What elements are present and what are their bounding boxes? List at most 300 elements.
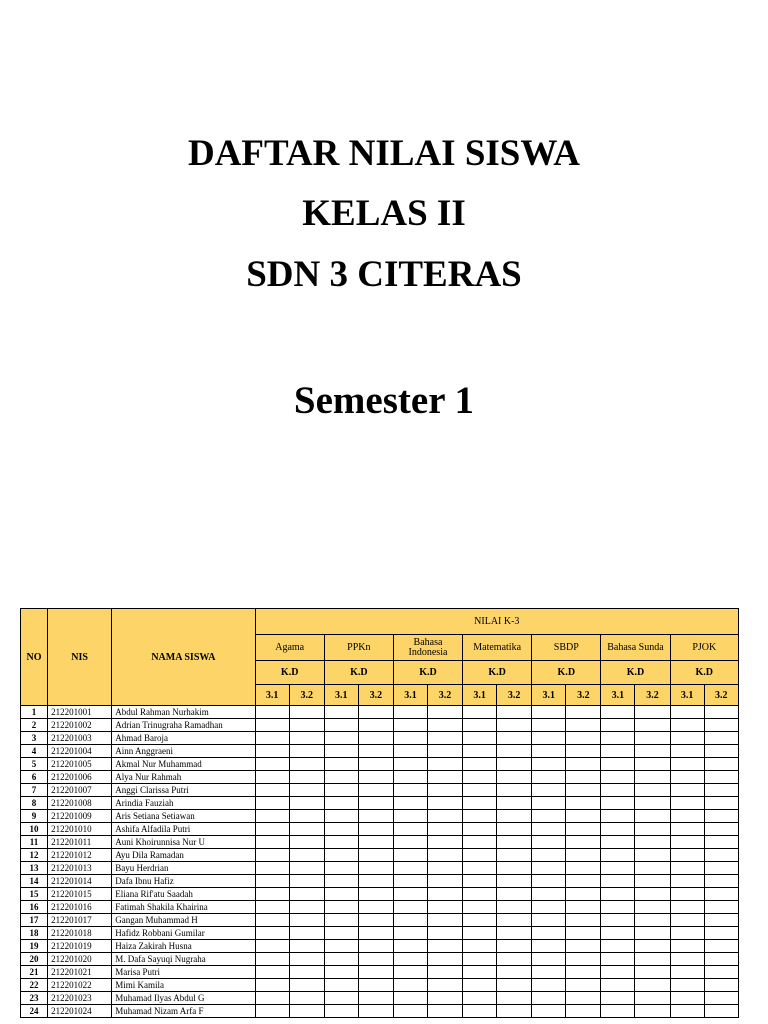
grade-cell[interactable] bbox=[566, 888, 601, 901]
grade-cell[interactable] bbox=[393, 862, 427, 875]
grade-cell[interactable] bbox=[704, 862, 738, 875]
grade-cell[interactable] bbox=[289, 836, 324, 849]
grade-cell[interactable] bbox=[463, 784, 497, 797]
grade-cell[interactable] bbox=[463, 875, 497, 888]
grade-cell[interactable] bbox=[566, 784, 601, 797]
grade-cell[interactable] bbox=[635, 966, 670, 979]
grade-cell[interactable] bbox=[566, 758, 601, 771]
grade-cell[interactable] bbox=[393, 784, 427, 797]
grade-cell[interactable] bbox=[497, 901, 532, 914]
grade-cell[interactable] bbox=[635, 927, 670, 940]
grade-cell[interactable] bbox=[601, 771, 635, 784]
grade-cell[interactable] bbox=[635, 992, 670, 1005]
grade-cell[interactable] bbox=[463, 888, 497, 901]
grade-cell[interactable] bbox=[497, 758, 532, 771]
grade-cell[interactable] bbox=[704, 927, 738, 940]
grade-cell[interactable] bbox=[358, 745, 393, 758]
grade-cell[interactable] bbox=[358, 797, 393, 810]
grade-cell[interactable] bbox=[427, 836, 462, 849]
grade-cell[interactable] bbox=[704, 797, 738, 810]
grade-cell[interactable] bbox=[324, 836, 358, 849]
grade-cell[interactable] bbox=[324, 745, 358, 758]
grade-cell[interactable] bbox=[497, 927, 532, 940]
grade-cell[interactable] bbox=[704, 966, 738, 979]
grade-cell[interactable] bbox=[670, 953, 704, 966]
grade-cell[interactable] bbox=[393, 992, 427, 1005]
grade-cell[interactable] bbox=[704, 992, 738, 1005]
grade-cell[interactable] bbox=[255, 810, 289, 823]
grade-cell[interactable] bbox=[497, 966, 532, 979]
grade-cell[interactable] bbox=[532, 1005, 566, 1018]
grade-cell[interactable] bbox=[393, 875, 427, 888]
grade-cell[interactable] bbox=[704, 823, 738, 836]
grade-cell[interactable] bbox=[358, 771, 393, 784]
grade-cell[interactable] bbox=[289, 940, 324, 953]
grade-cell[interactable] bbox=[670, 836, 704, 849]
grade-cell[interactable] bbox=[497, 810, 532, 823]
grade-cell[interactable] bbox=[635, 875, 670, 888]
grade-cell[interactable] bbox=[427, 758, 462, 771]
grade-cell[interactable] bbox=[358, 914, 393, 927]
grade-cell[interactable] bbox=[635, 706, 670, 719]
grade-cell[interactable] bbox=[289, 745, 324, 758]
grade-cell[interactable] bbox=[497, 797, 532, 810]
grade-cell[interactable] bbox=[635, 784, 670, 797]
grade-cell[interactable] bbox=[497, 940, 532, 953]
grade-cell[interactable] bbox=[289, 914, 324, 927]
grade-cell[interactable] bbox=[670, 914, 704, 927]
grade-cell[interactable] bbox=[532, 849, 566, 862]
grade-cell[interactable] bbox=[289, 1005, 324, 1018]
grade-cell[interactable] bbox=[358, 953, 393, 966]
grade-cell[interactable] bbox=[635, 953, 670, 966]
grade-cell[interactable] bbox=[289, 875, 324, 888]
grade-cell[interactable] bbox=[497, 706, 532, 719]
grade-cell[interactable] bbox=[324, 927, 358, 940]
grade-cell[interactable] bbox=[463, 771, 497, 784]
grade-cell[interactable] bbox=[497, 914, 532, 927]
grade-cell[interactable] bbox=[463, 797, 497, 810]
grade-cell[interactable] bbox=[670, 979, 704, 992]
grade-cell[interactable] bbox=[704, 875, 738, 888]
grade-cell[interactable] bbox=[358, 940, 393, 953]
grade-cell[interactable] bbox=[566, 706, 601, 719]
grade-cell[interactable] bbox=[532, 914, 566, 927]
grade-cell[interactable] bbox=[704, 732, 738, 745]
grade-cell[interactable] bbox=[393, 758, 427, 771]
grade-cell[interactable] bbox=[635, 823, 670, 836]
grade-cell[interactable] bbox=[324, 810, 358, 823]
grade-cell[interactable] bbox=[635, 901, 670, 914]
grade-cell[interactable] bbox=[358, 823, 393, 836]
grade-cell[interactable] bbox=[601, 914, 635, 927]
grade-cell[interactable] bbox=[324, 797, 358, 810]
grade-cell[interactable] bbox=[358, 758, 393, 771]
grade-cell[interactable] bbox=[255, 979, 289, 992]
grade-cell[interactable] bbox=[324, 914, 358, 927]
grade-cell[interactable] bbox=[532, 797, 566, 810]
grade-cell[interactable] bbox=[532, 862, 566, 875]
grade-cell[interactable] bbox=[358, 810, 393, 823]
grade-cell[interactable] bbox=[532, 758, 566, 771]
grade-cell[interactable] bbox=[601, 979, 635, 992]
grade-cell[interactable] bbox=[497, 875, 532, 888]
grade-cell[interactable] bbox=[635, 862, 670, 875]
grade-cell[interactable] bbox=[393, 797, 427, 810]
grade-cell[interactable] bbox=[670, 732, 704, 745]
grade-cell[interactable] bbox=[255, 836, 289, 849]
grade-cell[interactable] bbox=[566, 927, 601, 940]
grade-cell[interactable] bbox=[358, 875, 393, 888]
grade-cell[interactable] bbox=[289, 797, 324, 810]
grade-cell[interactable] bbox=[566, 836, 601, 849]
grade-cell[interactable] bbox=[324, 719, 358, 732]
grade-cell[interactable] bbox=[635, 797, 670, 810]
grade-cell[interactable] bbox=[289, 966, 324, 979]
grade-cell[interactable] bbox=[601, 745, 635, 758]
grade-cell[interactable] bbox=[704, 810, 738, 823]
grade-cell[interactable] bbox=[427, 771, 462, 784]
grade-cell[interactable] bbox=[566, 823, 601, 836]
grade-cell[interactable] bbox=[566, 940, 601, 953]
grade-cell[interactable] bbox=[635, 732, 670, 745]
grade-cell[interactable] bbox=[393, 888, 427, 901]
grade-cell[interactable] bbox=[255, 745, 289, 758]
grade-cell[interactable] bbox=[463, 927, 497, 940]
grade-cell[interactable] bbox=[393, 706, 427, 719]
grade-cell[interactable] bbox=[463, 732, 497, 745]
grade-cell[interactable] bbox=[532, 940, 566, 953]
grade-cell[interactable] bbox=[255, 940, 289, 953]
grade-cell[interactable] bbox=[463, 719, 497, 732]
grade-cell[interactable] bbox=[635, 1005, 670, 1018]
grade-cell[interactable] bbox=[427, 797, 462, 810]
grade-cell[interactable] bbox=[704, 719, 738, 732]
grade-cell[interactable] bbox=[566, 745, 601, 758]
grade-cell[interactable] bbox=[393, 966, 427, 979]
grade-cell[interactable] bbox=[255, 888, 289, 901]
grade-cell[interactable] bbox=[427, 966, 462, 979]
grade-cell[interactable] bbox=[497, 862, 532, 875]
grade-cell[interactable] bbox=[463, 849, 497, 862]
grade-cell[interactable] bbox=[324, 732, 358, 745]
grade-cell[interactable] bbox=[566, 810, 601, 823]
grade-cell[interactable] bbox=[255, 966, 289, 979]
grade-cell[interactable] bbox=[393, 979, 427, 992]
grade-cell[interactable] bbox=[670, 784, 704, 797]
grade-cell[interactable] bbox=[532, 888, 566, 901]
grade-cell[interactable] bbox=[393, 914, 427, 927]
grade-cell[interactable] bbox=[463, 901, 497, 914]
grade-cell[interactable] bbox=[393, 1005, 427, 1018]
grade-cell[interactable] bbox=[358, 849, 393, 862]
grade-cell[interactable] bbox=[255, 1005, 289, 1018]
grade-cell[interactable] bbox=[566, 797, 601, 810]
grade-cell[interactable] bbox=[635, 719, 670, 732]
grade-cell[interactable] bbox=[601, 706, 635, 719]
grade-cell[interactable] bbox=[532, 979, 566, 992]
grade-cell[interactable] bbox=[601, 810, 635, 823]
grade-cell[interactable] bbox=[358, 927, 393, 940]
grade-cell[interactable] bbox=[670, 888, 704, 901]
grade-cell[interactable] bbox=[497, 732, 532, 745]
grade-cell[interactable] bbox=[601, 732, 635, 745]
grade-cell[interactable] bbox=[289, 888, 324, 901]
grade-cell[interactable] bbox=[704, 901, 738, 914]
grade-cell[interactable] bbox=[393, 836, 427, 849]
grade-cell[interactable] bbox=[358, 966, 393, 979]
grade-cell[interactable] bbox=[601, 888, 635, 901]
grade-cell[interactable] bbox=[670, 797, 704, 810]
grade-cell[interactable] bbox=[324, 992, 358, 1005]
grade-cell[interactable] bbox=[289, 849, 324, 862]
grade-cell[interactable] bbox=[704, 836, 738, 849]
grade-cell[interactable] bbox=[463, 745, 497, 758]
grade-cell[interactable] bbox=[601, 1005, 635, 1018]
grade-cell[interactable] bbox=[601, 966, 635, 979]
grade-cell[interactable] bbox=[324, 771, 358, 784]
grade-cell[interactable] bbox=[532, 784, 566, 797]
grade-cell[interactable] bbox=[393, 940, 427, 953]
grade-cell[interactable] bbox=[532, 745, 566, 758]
grade-cell[interactable] bbox=[532, 706, 566, 719]
grade-cell[interactable] bbox=[497, 953, 532, 966]
grade-cell[interactable] bbox=[601, 927, 635, 940]
grade-cell[interactable] bbox=[532, 992, 566, 1005]
grade-cell[interactable] bbox=[601, 862, 635, 875]
grade-cell[interactable] bbox=[289, 979, 324, 992]
grade-cell[interactable] bbox=[255, 823, 289, 836]
grade-cell[interactable] bbox=[497, 888, 532, 901]
grade-cell[interactable] bbox=[670, 706, 704, 719]
grade-cell[interactable] bbox=[601, 849, 635, 862]
grade-cell[interactable] bbox=[463, 979, 497, 992]
grade-cell[interactable] bbox=[393, 849, 427, 862]
grade-cell[interactable] bbox=[566, 992, 601, 1005]
grade-cell[interactable] bbox=[601, 992, 635, 1005]
grade-cell[interactable] bbox=[532, 810, 566, 823]
grade-cell[interactable] bbox=[393, 953, 427, 966]
grade-cell[interactable] bbox=[324, 888, 358, 901]
grade-cell[interactable] bbox=[255, 953, 289, 966]
grade-cell[interactable] bbox=[427, 862, 462, 875]
grade-cell[interactable] bbox=[670, 719, 704, 732]
grade-cell[interactable] bbox=[601, 797, 635, 810]
grade-cell[interactable] bbox=[532, 771, 566, 784]
grade-cell[interactable] bbox=[255, 732, 289, 745]
grade-cell[interactable] bbox=[427, 992, 462, 1005]
grade-cell[interactable] bbox=[324, 979, 358, 992]
grade-cell[interactable] bbox=[324, 758, 358, 771]
grade-cell[interactable] bbox=[635, 836, 670, 849]
grade-cell[interactable] bbox=[427, 979, 462, 992]
grade-cell[interactable] bbox=[532, 927, 566, 940]
grade-cell[interactable] bbox=[427, 914, 462, 927]
grade-cell[interactable] bbox=[427, 810, 462, 823]
grade-cell[interactable] bbox=[670, 927, 704, 940]
grade-cell[interactable] bbox=[635, 914, 670, 927]
grade-cell[interactable] bbox=[463, 1005, 497, 1018]
grade-cell[interactable] bbox=[289, 927, 324, 940]
grade-cell[interactable] bbox=[427, 875, 462, 888]
grade-cell[interactable] bbox=[358, 901, 393, 914]
grade-cell[interactable] bbox=[704, 953, 738, 966]
grade-cell[interactable] bbox=[635, 888, 670, 901]
grade-cell[interactable] bbox=[635, 745, 670, 758]
grade-cell[interactable] bbox=[497, 771, 532, 784]
grade-cell[interactable] bbox=[255, 914, 289, 927]
grade-cell[interactable] bbox=[463, 940, 497, 953]
grade-cell[interactable] bbox=[601, 836, 635, 849]
grade-cell[interactable] bbox=[497, 836, 532, 849]
grade-cell[interactable] bbox=[532, 719, 566, 732]
grade-cell[interactable] bbox=[358, 992, 393, 1005]
grade-cell[interactable] bbox=[393, 732, 427, 745]
grade-cell[interactable] bbox=[670, 1005, 704, 1018]
grade-cell[interactable] bbox=[704, 979, 738, 992]
grade-cell[interactable] bbox=[255, 706, 289, 719]
grade-cell[interactable] bbox=[670, 758, 704, 771]
grade-cell[interactable] bbox=[704, 758, 738, 771]
grade-cell[interactable] bbox=[635, 940, 670, 953]
grade-cell[interactable] bbox=[427, 849, 462, 862]
grade-cell[interactable] bbox=[566, 771, 601, 784]
grade-cell[interactable] bbox=[670, 810, 704, 823]
grade-cell[interactable] bbox=[566, 966, 601, 979]
grade-cell[interactable] bbox=[704, 784, 738, 797]
grade-cell[interactable] bbox=[635, 979, 670, 992]
grade-cell[interactable] bbox=[427, 927, 462, 940]
grade-cell[interactable] bbox=[324, 706, 358, 719]
grade-cell[interactable] bbox=[670, 901, 704, 914]
grade-cell[interactable] bbox=[497, 979, 532, 992]
grade-cell[interactable] bbox=[324, 953, 358, 966]
grade-cell[interactable] bbox=[566, 953, 601, 966]
grade-cell[interactable] bbox=[670, 966, 704, 979]
grade-cell[interactable] bbox=[566, 1005, 601, 1018]
grade-cell[interactable] bbox=[532, 875, 566, 888]
grade-cell[interactable] bbox=[427, 732, 462, 745]
grade-cell[interactable] bbox=[358, 706, 393, 719]
grade-cell[interactable] bbox=[635, 810, 670, 823]
grade-cell[interactable] bbox=[497, 1005, 532, 1018]
grade-cell[interactable] bbox=[289, 810, 324, 823]
grade-cell[interactable] bbox=[601, 901, 635, 914]
grade-cell[interactable] bbox=[324, 823, 358, 836]
grade-cell[interactable] bbox=[427, 1005, 462, 1018]
grade-cell[interactable] bbox=[393, 823, 427, 836]
grade-cell[interactable] bbox=[601, 784, 635, 797]
grade-cell[interactable] bbox=[255, 927, 289, 940]
grade-cell[interactable] bbox=[635, 849, 670, 862]
grade-cell[interactable] bbox=[566, 979, 601, 992]
grade-cell[interactable] bbox=[358, 732, 393, 745]
grade-cell[interactable] bbox=[601, 940, 635, 953]
grade-cell[interactable] bbox=[566, 914, 601, 927]
grade-cell[interactable] bbox=[670, 940, 704, 953]
grade-cell[interactable] bbox=[255, 771, 289, 784]
grade-cell[interactable] bbox=[358, 862, 393, 875]
grade-cell[interactable] bbox=[497, 784, 532, 797]
grade-cell[interactable] bbox=[463, 823, 497, 836]
grade-cell[interactable] bbox=[289, 719, 324, 732]
grade-cell[interactable] bbox=[358, 784, 393, 797]
grade-cell[interactable] bbox=[324, 1005, 358, 1018]
grade-cell[interactable] bbox=[670, 992, 704, 1005]
grade-cell[interactable] bbox=[427, 901, 462, 914]
grade-cell[interactable] bbox=[358, 836, 393, 849]
grade-cell[interactable] bbox=[427, 940, 462, 953]
grade-cell[interactable] bbox=[393, 810, 427, 823]
grade-cell[interactable] bbox=[635, 771, 670, 784]
grade-cell[interactable] bbox=[289, 862, 324, 875]
grade-cell[interactable] bbox=[393, 719, 427, 732]
grade-cell[interactable] bbox=[255, 875, 289, 888]
grade-cell[interactable] bbox=[255, 992, 289, 1005]
grade-cell[interactable] bbox=[463, 836, 497, 849]
grade-cell[interactable] bbox=[289, 771, 324, 784]
grade-cell[interactable] bbox=[497, 849, 532, 862]
grade-cell[interactable] bbox=[255, 862, 289, 875]
grade-cell[interactable] bbox=[463, 862, 497, 875]
grade-cell[interactable] bbox=[427, 953, 462, 966]
grade-cell[interactable] bbox=[670, 849, 704, 862]
grade-cell[interactable] bbox=[566, 862, 601, 875]
grade-cell[interactable] bbox=[601, 953, 635, 966]
grade-cell[interactable] bbox=[289, 901, 324, 914]
grade-cell[interactable] bbox=[532, 966, 566, 979]
grade-cell[interactable] bbox=[289, 992, 324, 1005]
grade-cell[interactable] bbox=[704, 940, 738, 953]
grade-cell[interactable] bbox=[704, 914, 738, 927]
grade-cell[interactable] bbox=[532, 732, 566, 745]
grade-cell[interactable] bbox=[704, 745, 738, 758]
grade-cell[interactable] bbox=[324, 784, 358, 797]
grade-cell[interactable] bbox=[393, 771, 427, 784]
grade-cell[interactable] bbox=[463, 966, 497, 979]
grade-cell[interactable] bbox=[324, 849, 358, 862]
grade-cell[interactable] bbox=[704, 706, 738, 719]
grade-cell[interactable] bbox=[497, 745, 532, 758]
grade-cell[interactable] bbox=[427, 784, 462, 797]
grade-cell[interactable] bbox=[704, 849, 738, 862]
grade-cell[interactable] bbox=[497, 823, 532, 836]
grade-cell[interactable] bbox=[358, 888, 393, 901]
grade-cell[interactable] bbox=[255, 901, 289, 914]
grade-cell[interactable] bbox=[532, 823, 566, 836]
grade-cell[interactable] bbox=[670, 862, 704, 875]
grade-cell[interactable] bbox=[324, 875, 358, 888]
grade-cell[interactable] bbox=[289, 784, 324, 797]
grade-cell[interactable] bbox=[463, 992, 497, 1005]
grade-cell[interactable] bbox=[358, 1005, 393, 1018]
grade-cell[interactable] bbox=[670, 771, 704, 784]
grade-cell[interactable] bbox=[497, 719, 532, 732]
grade-cell[interactable] bbox=[427, 888, 462, 901]
grade-cell[interactable] bbox=[463, 758, 497, 771]
grade-cell[interactable] bbox=[324, 901, 358, 914]
grade-cell[interactable] bbox=[601, 823, 635, 836]
grade-cell[interactable] bbox=[289, 706, 324, 719]
grade-cell[interactable] bbox=[670, 823, 704, 836]
grade-cell[interactable] bbox=[704, 771, 738, 784]
grade-cell[interactable] bbox=[324, 940, 358, 953]
grade-cell[interactable] bbox=[463, 953, 497, 966]
grade-cell[interactable] bbox=[393, 901, 427, 914]
grade-cell[interactable] bbox=[255, 784, 289, 797]
grade-cell[interactable] bbox=[566, 732, 601, 745]
grade-cell[interactable] bbox=[289, 732, 324, 745]
